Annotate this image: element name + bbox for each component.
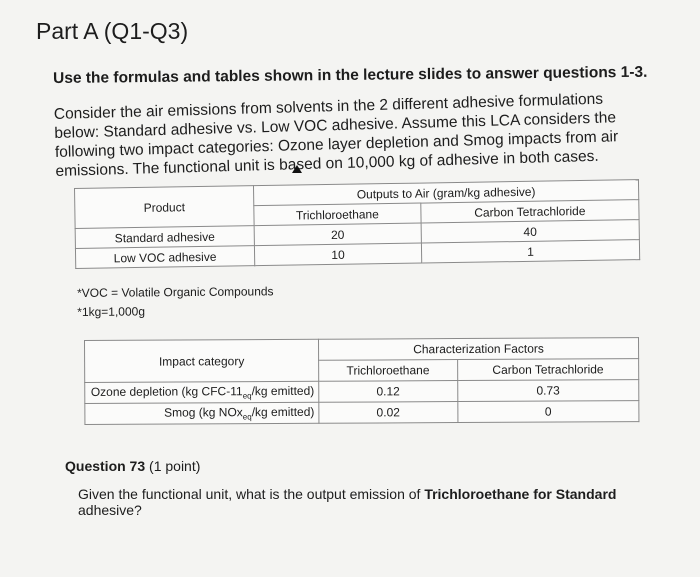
value-cell: 0.02 xyxy=(319,402,458,424)
value-cell: 20 xyxy=(254,223,421,246)
carbon-tetrachloride-header: Carbon Tetrachloride xyxy=(421,200,639,223)
value-cell: 0 xyxy=(458,401,639,423)
question-heading xyxy=(65,458,200,474)
category-text: /kg emitted) xyxy=(251,383,315,398)
mouse-cursor-icon xyxy=(292,165,302,173)
question-label: Question 73 xyxy=(65,458,146,474)
category-cell xyxy=(85,381,319,403)
question-text-post: adhesive? xyxy=(78,502,142,518)
problem-description xyxy=(53,67,646,181)
product-header: Product xyxy=(75,186,255,229)
emissions-table xyxy=(74,179,640,269)
part-title: Part A (Q1-Q3) xyxy=(36,18,189,44)
question-text xyxy=(78,486,668,518)
table-row xyxy=(85,380,639,404)
category-text: /kg emitted) xyxy=(251,404,315,419)
problem-paragraph: Consider the air emissions from solvents in the 2 different adhesive formulations below: Standard adhesive vs. Low VOC adhesive. Assume this LCA considers the following two impact categories: Ozone layer depletion and Smog impacts from air emissions. The functional unit is based on 10,000 kg of adhesive in both cases. xyxy=(53,90,619,180)
carbon-tetrachloride-header: Carbon Tetrachloride xyxy=(457,359,638,381)
value-cell: 0.73 xyxy=(457,380,638,402)
factors-header: Characterization Factors xyxy=(318,338,638,361)
subscript: eq xyxy=(242,412,252,422)
product-cell: Standard adhesive xyxy=(75,226,254,249)
table-notes xyxy=(77,282,274,322)
table-row xyxy=(85,401,639,425)
subscript: eq xyxy=(242,391,252,401)
question-points: (1 point) xyxy=(149,458,201,474)
question-text-bold: Trichloroethane for Standard xyxy=(424,486,617,502)
category-cell xyxy=(85,402,319,424)
value-cell: 10 xyxy=(254,243,421,266)
category-text: Ozone depletion (kg CFC-11 xyxy=(90,383,243,399)
trichloroethane-header: Trichloroethane xyxy=(319,360,458,382)
note-voc: *VOC = Volatile Organic Compounds xyxy=(77,284,274,300)
product-cell: Low VOC adhesive xyxy=(75,246,254,269)
instruction-text: Use the formulas and tables shown in the lecture slides to answer questions 1-3. xyxy=(53,63,648,87)
value-cell: 1 xyxy=(421,240,639,263)
category-text: Smog (kg NOx xyxy=(164,404,243,420)
impact-header: Impact category xyxy=(85,339,319,382)
trichloroethane-header: Trichloroethane xyxy=(254,203,421,226)
value-cell: 0.12 xyxy=(319,381,458,403)
value-cell: 40 xyxy=(421,220,639,243)
outputs-header: Outputs to Air (gram/kg adhesive) xyxy=(253,180,638,206)
characterization-table xyxy=(84,337,639,425)
note-kg: *1kg=1,000g xyxy=(77,304,146,319)
question-text-pre: Given the functional unit, what is the output emission of xyxy=(78,486,425,502)
